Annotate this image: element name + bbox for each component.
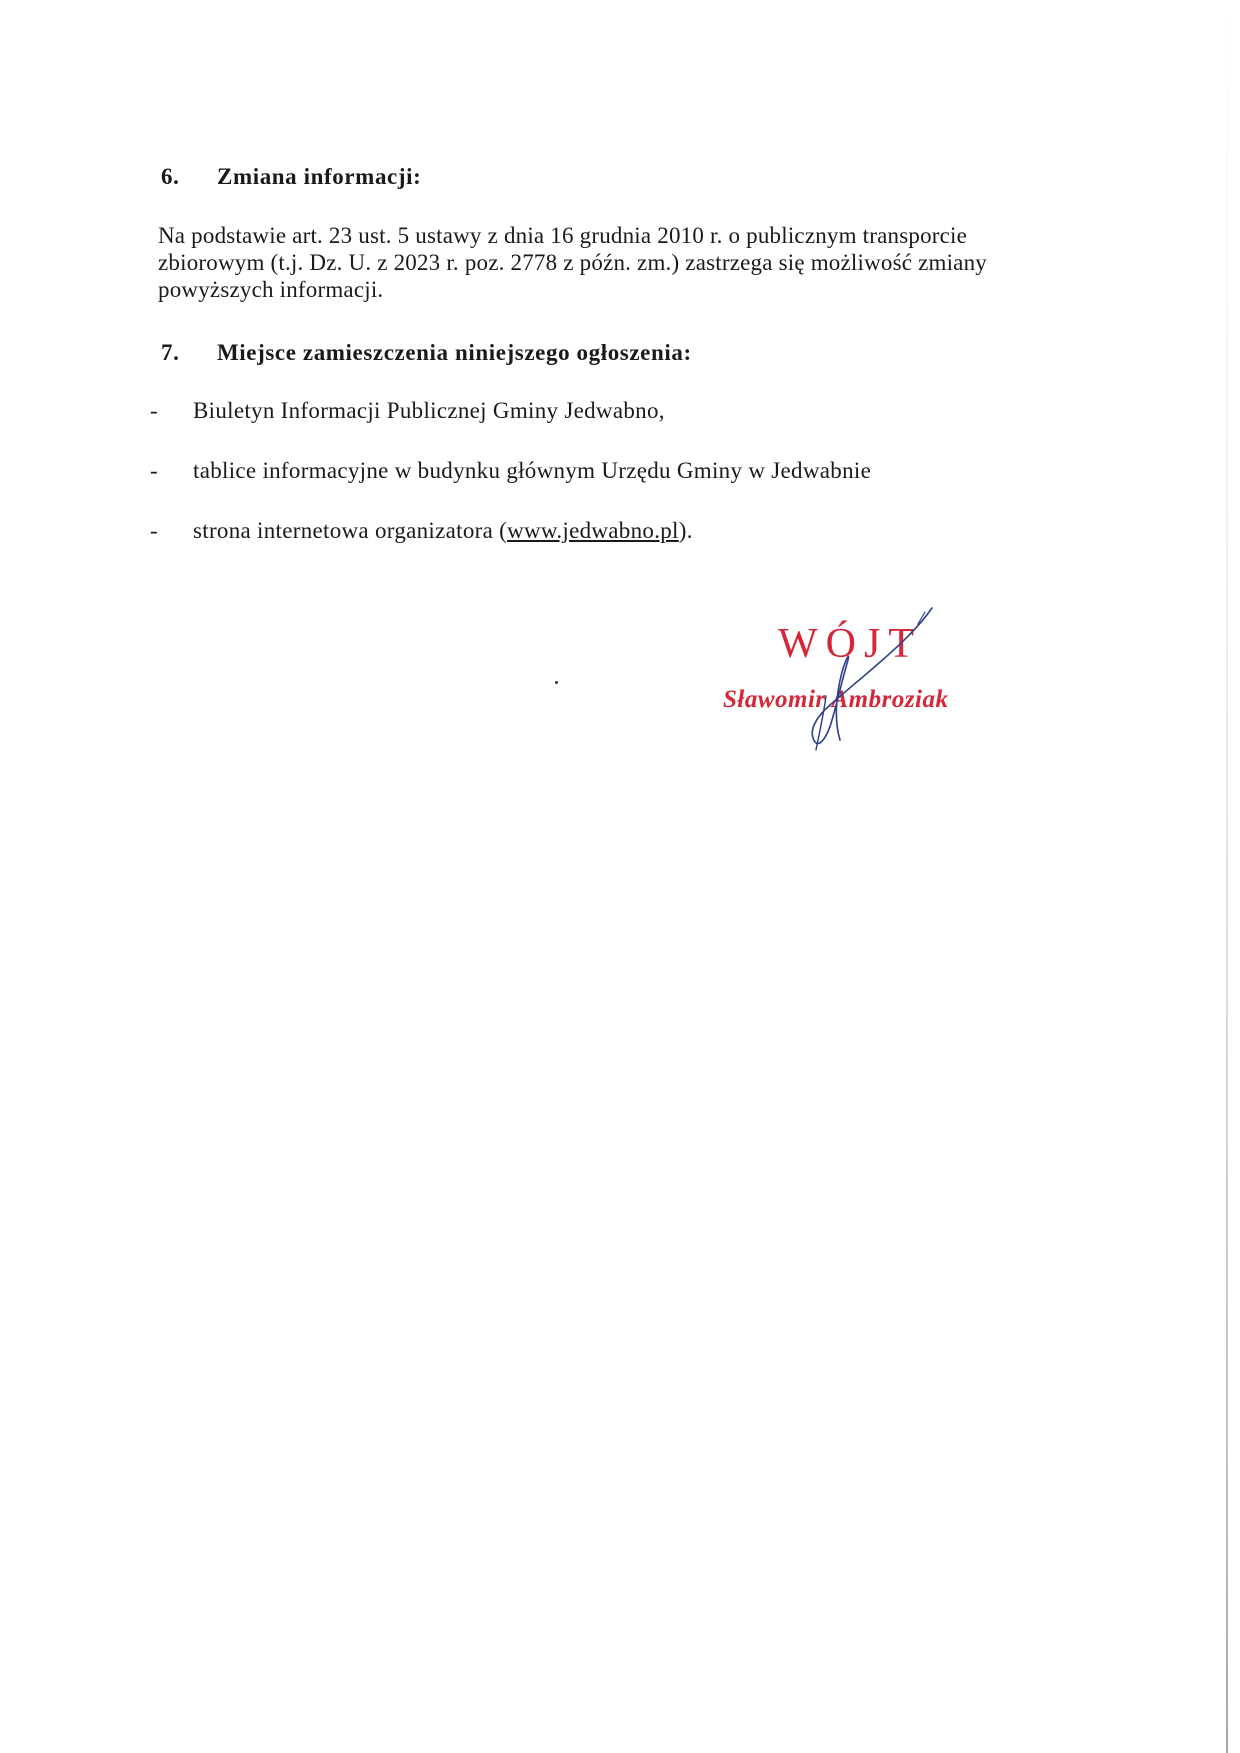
list-item-text-end: ). <box>678 518 693 543</box>
list-dash: - <box>150 458 158 483</box>
stray-dot <box>555 681 558 684</box>
official-stamp <box>720 600 1010 760</box>
website-link[interactable]: www.jedwabno.pl <box>507 518 679 543</box>
section-6-heading <box>161 164 421 190</box>
section-7-heading <box>161 340 692 366</box>
list-item-text: tablice informacyjne w budynku głównym Urzędu Gminy w Jedwabnie <box>193 458 872 483</box>
list-item <box>150 458 872 484</box>
scan-edge <box>1226 0 1228 1753</box>
section-6-title: Zmiana informacji: <box>217 164 422 189</box>
section-7-title: Miejsce zamieszczenia niniejszego ogłoszenia: <box>217 340 692 365</box>
list-item <box>150 398 665 424</box>
list-dash: - <box>150 518 158 543</box>
section-7-number: 7. <box>161 340 180 365</box>
list-dash: - <box>150 398 158 423</box>
section-6-number: 6. <box>161 164 180 189</box>
paragraph-line: zbiorowym (t.j. Dz. U. z 2023 r. poz. 2778 z późn. zm.) zastrzega się możliwość zmiany <box>158 250 987 275</box>
stamp-name: Sławomir Ambroziak <box>723 686 949 713</box>
handwritten-signature <box>720 600 1010 760</box>
list-item-text: Biuletyn Informacji Publicznej Gminy Jedwabno, <box>193 398 665 423</box>
paragraph-line: Na podstawie art. 23 ust. 5 ustawy z dnia 16 grudnia 2010 r. o publicznym transporcie <box>158 223 968 248</box>
list-item <box>150 518 693 544</box>
paragraph-line: powyższych informacji. <box>158 277 384 302</box>
stamp-title: WÓJT <box>778 621 922 667</box>
section-6-paragraph <box>158 222 1048 303</box>
list-item-text: strona internetowa organizatora ( <box>193 518 508 543</box>
